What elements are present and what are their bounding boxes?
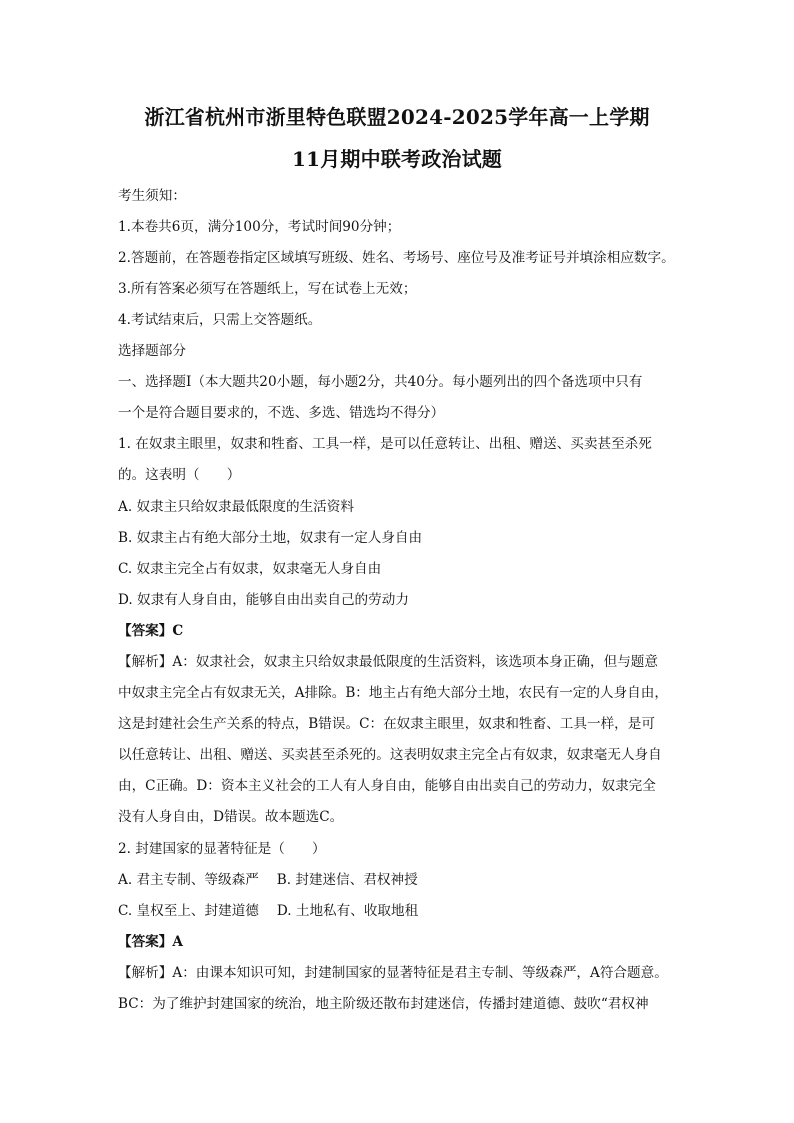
document-title-line-2: 11月期中联考政治试题 (291, 147, 503, 171)
question-1-analysis-line-2: 中奴隶主完全占有奴隶无关，A排除。B：地主占有绝大部分土地，农民有一定的人身自由， (118, 685, 668, 701)
question-1-option-a: A. 奴隶主只给奴隶最低限度的生活资料 (118, 499, 354, 515)
question-2-options-row-1: A. 君主专制、等级森严 B. 封建迷信、君权神授 (118, 872, 418, 888)
notice-heading: 考生须知： (118, 188, 186, 204)
question-1-answer: 【答案】C (118, 623, 184, 639)
question-1-analysis-line-6: 没有人身自由，D错误。故本题选C。 (118, 809, 344, 825)
section-part-label: 选择题部分 (118, 343, 186, 359)
question-1-option-c: C. 奴隶主完全占有奴隶，奴隶毫无人身自由 (118, 561, 382, 577)
question-1-analysis-line-3: 这是封建社会生产关系的特点，B错误。C：在奴隶主眼里，奴隶和牲畜、工具一样，是可 (118, 716, 655, 732)
question-1-stem-line-2: 的。这表明（ ） (118, 467, 241, 483)
section-instruction-line-2: 一个是符合题目要求的，不选、多选、错选均不得分） (118, 405, 445, 421)
question-1-analysis-line-4: 以任意转让、出租、赠送、买卖甚至杀死的。这表明奴隶主完全占有奴隶，奴隶毫无人身自 (118, 747, 662, 763)
question-2-answer: 【答案】A (118, 934, 183, 950)
question-1-analysis-line-5: 由，C正确。D：资本主义社会的工人有人身自由，能够自由出卖自己的劳动力，奴隶完全 (118, 778, 656, 794)
question-1-analysis-line-1: 【解析】A：奴隶社会，奴隶主只给奴隶最低限度的生活资料，该选项本身正确，但与题意 (118, 654, 658, 670)
question-2-options-row-2: C. 皇权至上、封建道德 D. 土地私有、收取地租 (118, 903, 419, 919)
notice-item-2: 2.答题前，在答题卷指定区域填写班级、姓名、考场号、座位号及准考证号并填涂相应数字。 (118, 250, 675, 266)
document-title-line-1: 浙江省杭州市浙里特色联盟2024-2025学年高一上学期 (144, 105, 650, 129)
section-instruction-line-1: 一、选择题Ⅰ（本大题共20小题，每小题2分，共40分。每小题列出的四个备选项中只有 (118, 374, 643, 390)
notice-item-1: 1.本卷共6页，满分100分，考试时间90分钟； (118, 219, 401, 235)
question-1-stem-line-1: 1. 在奴隶主眼里，奴隶和牲畜、工具一样，是可以任意转让、出租、赠送、买卖甚至杀死 (118, 436, 652, 452)
question-2-stem-line-1: 2. 封建国家的显著特征是（ ） (118, 841, 326, 857)
notice-item-3: 3.所有答案必须写在答题纸上，写在试卷上无效； (118, 281, 417, 297)
question-1-option-b: B. 奴隶主占有绝大部分土地，奴隶有一定人身自由 (118, 530, 423, 546)
question-2-analysis-line-1: 【解析】A：由课本知识可知，封建制国家的显著特征是君主专制、等级森严，A符合题意。 (118, 965, 668, 981)
question-2-analysis-line-2: BC：为了维护封建国家的统治，地主阶级还散布封建迷信，传播封建道德、鼓吹“君权神 (118, 996, 649, 1012)
notice-item-4: 4.考试结束后，只需上交答题纸。 (118, 312, 322, 328)
question-1-option-d: D. 奴隶有人身自由，能够自由出卖自己的劳动力 (118, 592, 409, 608)
